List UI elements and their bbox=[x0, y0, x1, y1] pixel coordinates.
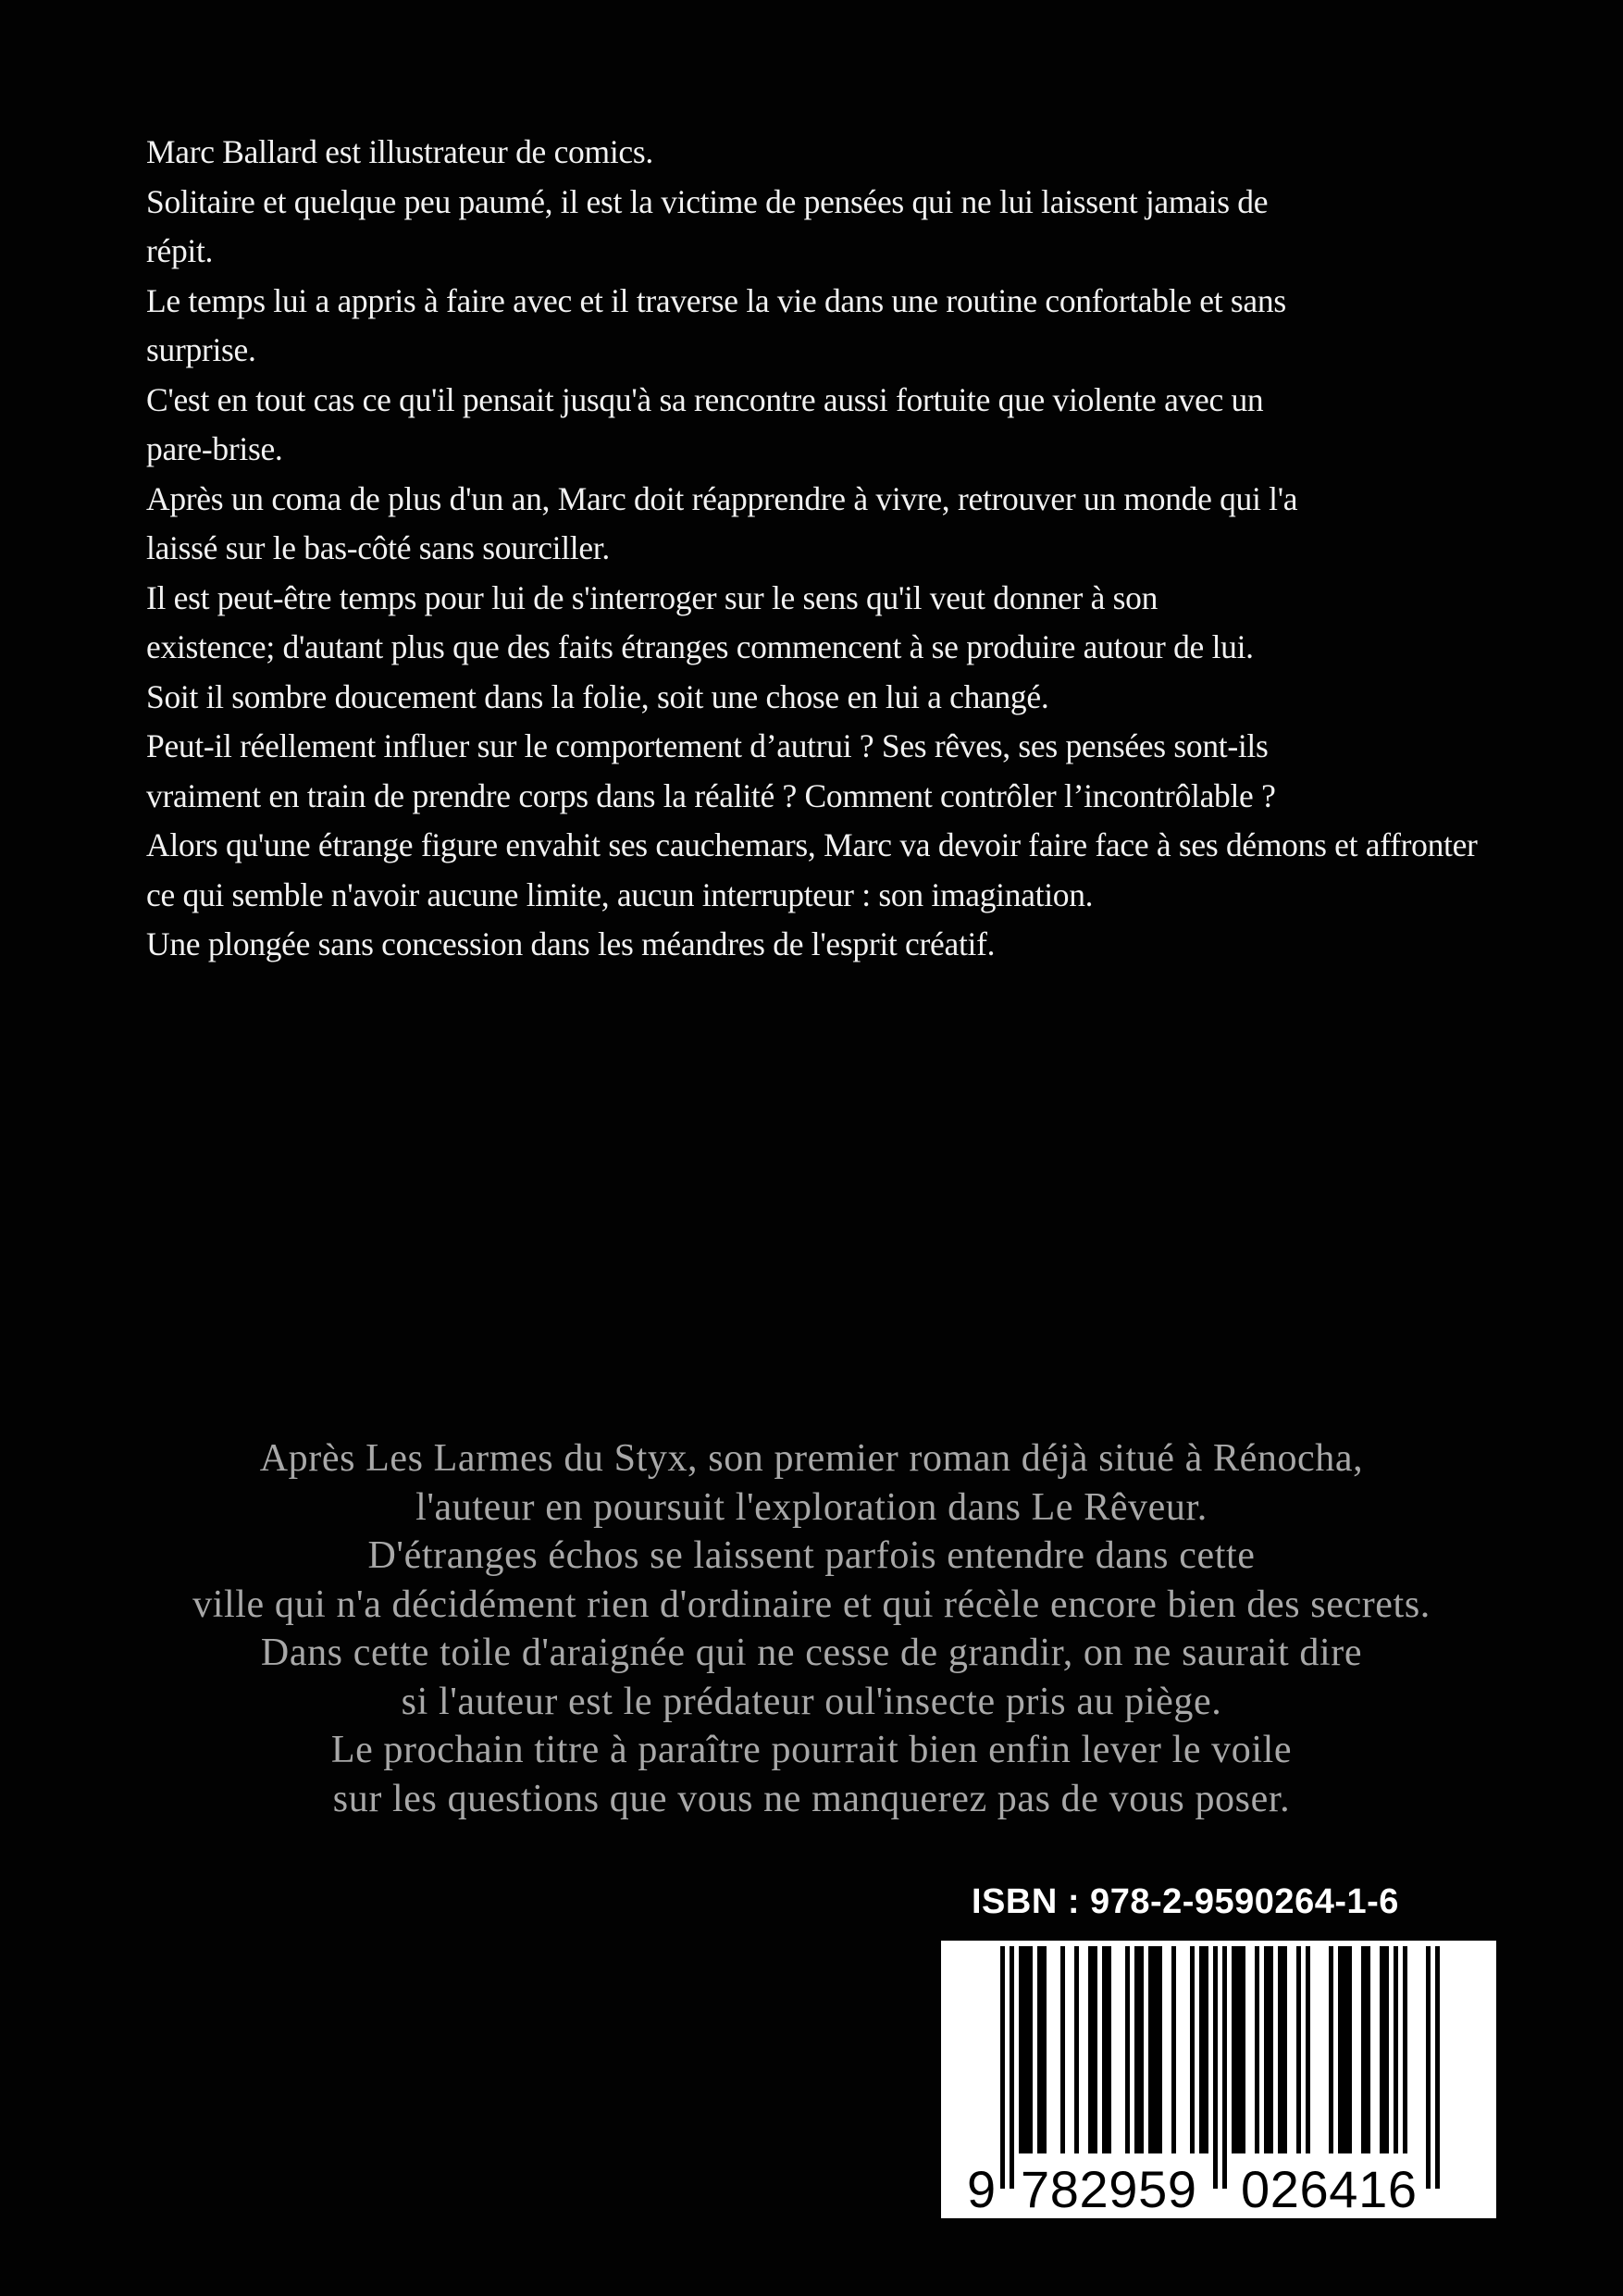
barcode-bar bbox=[1306, 1946, 1310, 2153]
barcode-bar bbox=[1232, 1946, 1245, 2153]
barcode-bar bbox=[1329, 1946, 1333, 2153]
author-note-line: sur les questions que vous ne manquerez pas de vous poser. bbox=[332, 1777, 1291, 1820]
synopsis-line: Solitaire et quelque peu paumé, il est la victime de pensées qui ne lui laissent jamais de bbox=[146, 182, 1269, 220]
synopsis-line: Soit il sombre doucement dans la folie, soit une chose en lui a changé. bbox=[146, 677, 1049, 715]
synopsis-line: ce qui semble n'avoir aucune limite, aucun interrupteur : son imagination. bbox=[146, 875, 1094, 913]
barcode-guard-bar bbox=[1213, 1946, 1218, 2189]
author-note-line: si l'auteur est le prédateur oul'insecte pris au piège. bbox=[401, 1680, 1222, 1723]
barcode-bar bbox=[1403, 1946, 1407, 2153]
barcode-bar bbox=[1125, 1946, 1130, 2153]
synopsis-line: Marc Ballard est illustrateur de comics. bbox=[146, 133, 653, 170]
barcode-bar bbox=[1074, 1946, 1079, 2153]
barcode-bar bbox=[1361, 1946, 1370, 2153]
author-note-line: Le prochain titre à paraître pourrait bien enfin lever le voile bbox=[330, 1729, 1293, 1771]
barcode-bar bbox=[1278, 1946, 1287, 2153]
barcode-bar bbox=[1019, 1946, 1033, 2153]
synopsis-line: existence; d'autant plus que des faits étranges commencent à se produire autour de lui. bbox=[146, 628, 1254, 665]
barcode-bar bbox=[1199, 1946, 1208, 2153]
synopsis-line: Le temps lui a appris à faire avec et il traverse la vie dans une routine confortable et sans bbox=[146, 281, 1286, 319]
barcode-bar bbox=[1102, 1946, 1111, 2153]
isbn-label: ISBN : 978-2-9590264-1-6 bbox=[972, 1882, 1399, 1921]
synopsis-line: Peut-il réellement influer sur le comportement d’autrui ? Ses rêves, ses pensées sont-ils bbox=[146, 727, 1269, 764]
author-note-line: Après Les Larmes du Styx, son premier roman déjà situé à Rénocha, bbox=[259, 1437, 1364, 1480]
synopsis-text bbox=[146, 128, 1590, 970]
isbn-barcode bbox=[941, 1941, 1496, 2218]
barcode-bar bbox=[1190, 1946, 1195, 2153]
synopsis-line: pare-brise. bbox=[146, 430, 283, 467]
author-note-line: l'auteur en poursuit l'exploration dans Le Rêveur. bbox=[415, 1485, 1208, 1529]
barcode-bar bbox=[1394, 1946, 1398, 2153]
author-note bbox=[0, 1434, 1623, 1823]
author-note-line: D'étranges échos se laissent parfois entendre dans cette bbox=[367, 1534, 1256, 1577]
barcode-guard-bar bbox=[1222, 1946, 1227, 2189]
barcode-guard-bar bbox=[1426, 1946, 1431, 2189]
barcode-bar bbox=[1171, 1946, 1176, 2153]
barcode-bar bbox=[1264, 1946, 1273, 2153]
synopsis-line: répit. bbox=[146, 232, 214, 269]
barcode-bar bbox=[1255, 1946, 1259, 2153]
barcode-bar bbox=[1037, 1946, 1047, 2153]
synopsis-line: C'est en tout cas ce qu'il pensait jusqu'à sa rencontre aussi fortuite que violente avec un bbox=[146, 380, 1264, 418]
barcode-bar bbox=[1380, 1946, 1389, 2153]
barcode-left-digits: 782959 bbox=[1021, 2160, 1196, 2218]
synopsis-line: Alors qu'une étrange figure envahit ses cauchemars, Marc va devoir faire face à ses démons et affronter bbox=[146, 826, 1478, 863]
synopsis-line: laissé sur le bas-côté sans sourciller. bbox=[146, 529, 610, 566]
barcode-bar bbox=[1088, 1946, 1097, 2153]
synopsis-line: vraiment en train de prendre corps dans la réalité ? Comment contrôler l’incontrôlable ? bbox=[146, 776, 1276, 814]
barcode-bar bbox=[1134, 1946, 1144, 2153]
barcode-bars bbox=[1000, 1946, 1440, 2189]
barcode-bar bbox=[1060, 1946, 1065, 2153]
synopsis-line: Il est peut-être temps pour lui de s'interroger sur le sens qu'il veut donner à son bbox=[146, 578, 1158, 616]
barcode-bar bbox=[1296, 1946, 1301, 2153]
barcode-guard-bar bbox=[1435, 1946, 1440, 2189]
barcode-right-digits: 026416 bbox=[1241, 2160, 1417, 2218]
barcode-graphic bbox=[941, 1941, 1496, 2218]
synopsis-line: Après un coma de plus d'un an, Marc doit réapprendre à vivre, retrouver un monde qui l'a bbox=[146, 479, 1298, 517]
barcode-guard-bar bbox=[1010, 1946, 1014, 2189]
synopsis-line: surprise. bbox=[146, 331, 256, 368]
barcode-guard-bar bbox=[1000, 1946, 1005, 2189]
barcode-first-digit: 9 bbox=[967, 2160, 997, 2218]
barcode-bar bbox=[1148, 1946, 1162, 2153]
synopsis-line: Une plongée sans concession dans les méandres de l'esprit créatif. bbox=[146, 925, 996, 962]
author-note-line: ville qui n'a décidément rien d'ordinaire et qui récèle encore bien des secrets. bbox=[192, 1582, 1431, 1626]
author-note-line: Dans cette toile d'araignée qui ne cesse de grandir, on ne saurait dire bbox=[260, 1632, 1363, 1674]
barcode-bar bbox=[1338, 1946, 1352, 2153]
